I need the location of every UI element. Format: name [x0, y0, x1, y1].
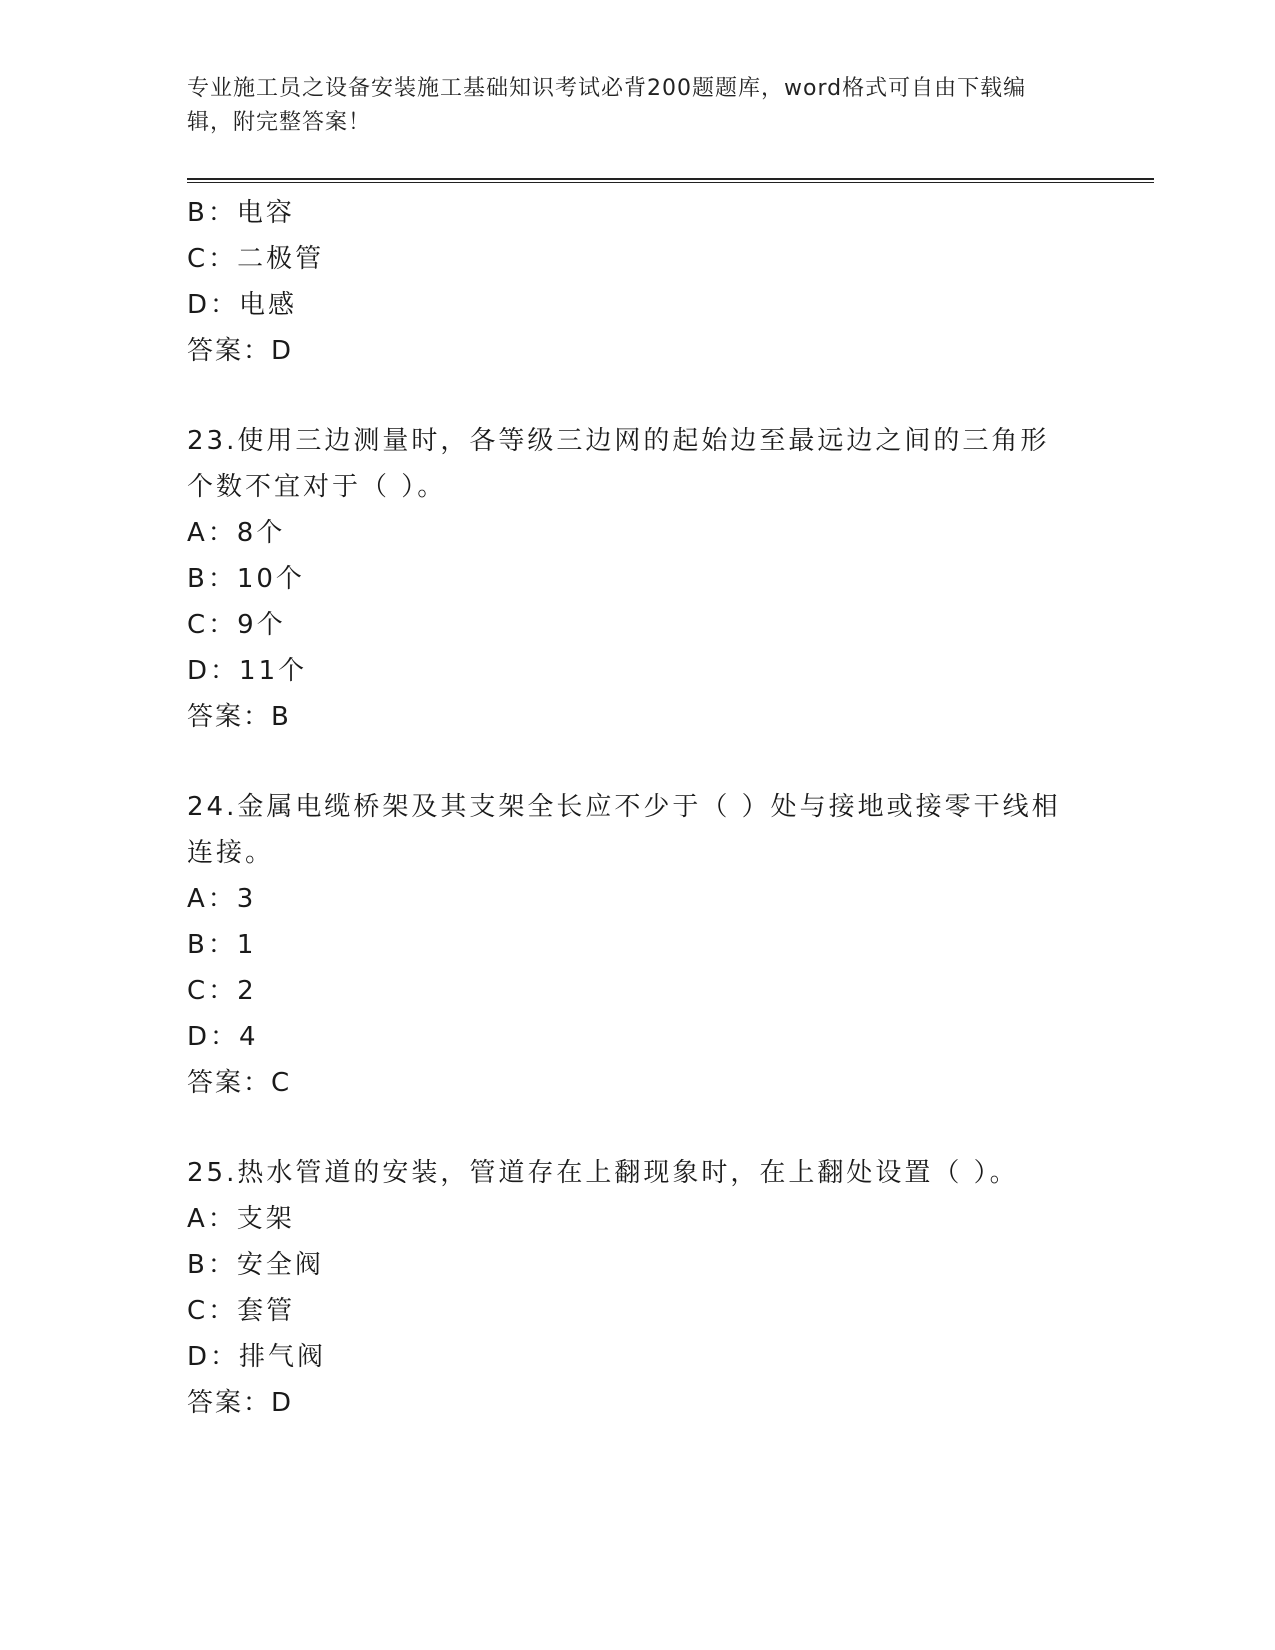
option-text: 11个 — [239, 656, 308, 686]
option-letter: A： — [187, 1204, 237, 1234]
question-24-block — [187, 784, 1087, 1106]
option-b — [187, 556, 1087, 602]
option-d — [187, 1334, 1087, 1380]
option-text: 安全阀 — [236, 1250, 324, 1280]
option-text: 套管 — [237, 1296, 296, 1326]
option-a — [187, 510, 1087, 556]
option-c — [187, 236, 1087, 282]
option-letter: D： — [187, 656, 240, 686]
option-a — [187, 1196, 1087, 1242]
question-25-block — [187, 1150, 1087, 1426]
option-letter: C： — [187, 244, 238, 274]
option-text: 二极管 — [237, 244, 325, 274]
option-letter: A： — [187, 884, 237, 914]
option-text: 10个 — [236, 564, 305, 594]
answer-line: 答案：C — [187, 1068, 292, 1098]
document-body — [187, 190, 1087, 1426]
option-text: 4 — [239, 1022, 259, 1052]
option-c — [187, 1288, 1087, 1334]
option-b — [187, 922, 1087, 968]
option-a — [187, 876, 1087, 922]
option-text: 9个 — [237, 610, 286, 640]
option-text: 支架 — [236, 1204, 295, 1234]
option-text: 1 — [236, 930, 257, 960]
header-rule-thick — [187, 178, 1154, 180]
document-header: 专业施工员之设备安装施工基础知识考试必背200题题库，word格式可自由下载编辑，附完整答案！ — [187, 76, 1027, 135]
answer-line: 答案：D — [187, 1388, 294, 1418]
option-d — [187, 282, 1087, 328]
option-b — [187, 190, 1087, 236]
option-letter: A： — [187, 518, 237, 548]
option-letter: D： — [187, 290, 240, 320]
question-23-block — [187, 418, 1087, 740]
prev-question-block — [187, 190, 1087, 374]
option-d — [187, 1014, 1087, 1060]
option-text: 排气阀 — [239, 1342, 327, 1372]
option-letter: B： — [187, 564, 237, 594]
option-letter: D： — [187, 1342, 240, 1372]
option-c — [187, 968, 1087, 1014]
option-text: 2 — [237, 976, 257, 1006]
option-letter: C： — [187, 1296, 238, 1326]
question-text: 24.金属电缆桥架及其支架全长应不少于（ ）处与接地或接零干线相连接。 — [187, 792, 1061, 868]
option-text: 3 — [236, 884, 257, 914]
question-text: 25.热水管道的安装，管道存在上翻现象时，在上翻处设置（ ）。 — [187, 1158, 1019, 1188]
option-letter: B： — [187, 930, 237, 960]
option-text: 8个 — [236, 518, 286, 548]
option-text: 电感 — [239, 290, 298, 320]
option-c — [187, 602, 1087, 648]
option-text: 电容 — [236, 198, 295, 228]
header-rule-thin — [187, 182, 1154, 183]
option-letter: C： — [187, 610, 238, 640]
answer-line: 答案：D — [187, 336, 294, 366]
option-letter: B： — [187, 1250, 237, 1280]
option-letter: C： — [187, 976, 238, 1006]
question-text: 23.使用三边测量时，各等级三边网的起始边至最远边之间的三角形个数不宜对于（ ）。 — [187, 426, 1050, 502]
option-b — [187, 1242, 1087, 1288]
option-d — [187, 648, 1087, 694]
option-letter: B： — [187, 198, 237, 228]
option-letter: D： — [187, 1022, 240, 1052]
answer-line: 答案：B — [187, 702, 291, 732]
